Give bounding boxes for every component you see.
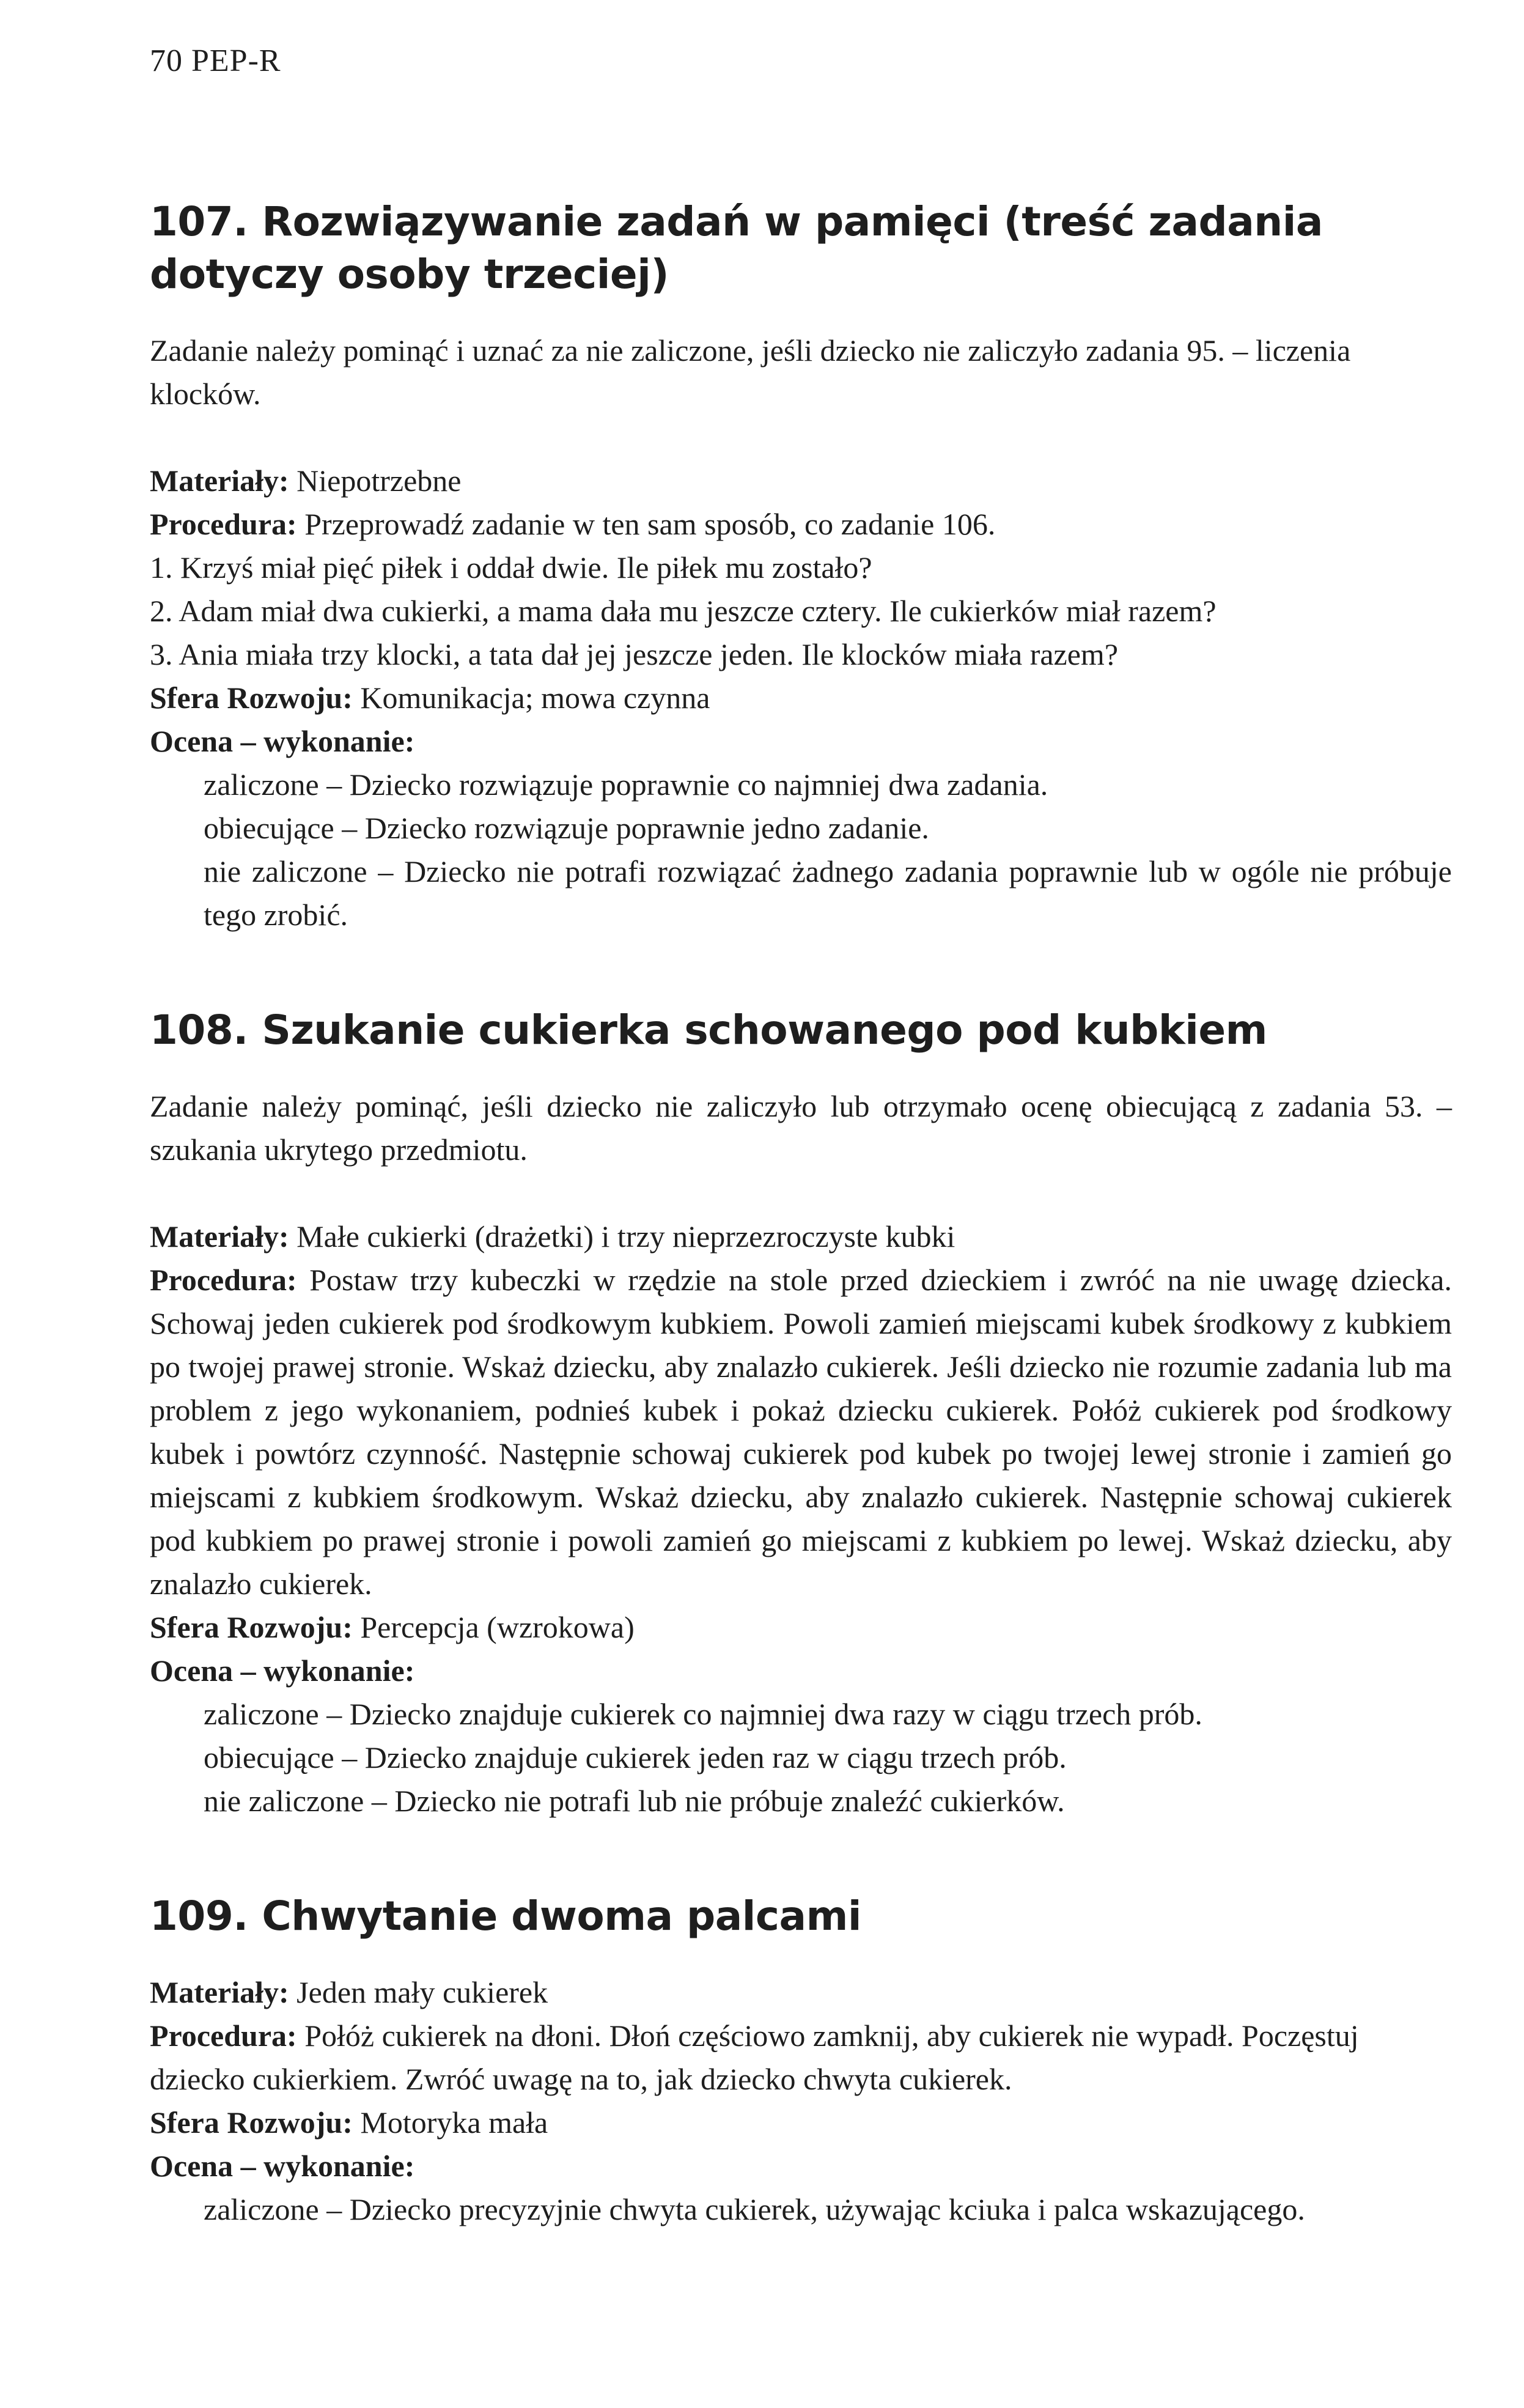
- section-number: 107.: [150, 198, 248, 245]
- sphere-label: Sfera Rozwoju:: [150, 2105, 353, 2140]
- running-head: [150, 37, 1452, 86]
- sphere-label: Sfera Rozwoju:: [150, 1610, 353, 1644]
- sphere-line: [150, 1606, 1452, 1649]
- section-109: [150, 1890, 1452, 2231]
- materials-label: Materiały:: [150, 1975, 289, 2009]
- procedure-line: [150, 1258, 1452, 1606]
- section-number: 108.: [150, 1006, 248, 1054]
- document-page: [150, 37, 1452, 2231]
- materials-line: [150, 1971, 1452, 2014]
- sphere-line: [150, 676, 1452, 720]
- materials-text: Małe cukierki (drażetki) i trzy nieprzezroczyste kubki: [296, 1219, 955, 1254]
- sphere-line: [150, 2101, 1452, 2144]
- rating-failed: nie zaliczone – Dziecko nie potrafi rozwiązać żadnego zadania poprawnie lub w ogóle nie próbuje tego zrobić.: [204, 854, 1452, 932]
- procedure-label: Procedura:: [150, 507, 297, 541]
- page-number: 70: [150, 43, 183, 78]
- rating-label: Ocena – wykonanie:: [150, 2149, 415, 2183]
- rating-emerging: obiecujące – Dziecko znajduje cukierek jeden raz w ciągu trzech prób.: [204, 1740, 1067, 1775]
- materials-label: Materiały:: [150, 464, 289, 498]
- materials-text: Jeden mały cukierek: [296, 1975, 548, 2009]
- procedure-text: Przeprowadź zadanie w ten sam sposób, co zadanie 106.: [304, 507, 996, 541]
- rating-passed: zaliczone – Dziecko rozwiązuje poprawnie co najmniej dwa zadania.: [204, 767, 1048, 802]
- section-108: [150, 1004, 1452, 1823]
- sphere-text: Komunikacja; mowa czynna: [360, 681, 710, 715]
- section-intro: Zadanie należy pominąć, jeśli dziecko nie zaliczyło lub otrzymało ocenę obiecującą z zadania 53. – szukania ukrytego przedmiotu.: [150, 1089, 1452, 1167]
- question-item: 3. Ania miała trzy klocki, a tata dał jej jeszcze jeden. Ile klocków miała razem?: [150, 637, 1119, 671]
- section-title: Rozwiązywanie zadań w pamięci (treść zadania dotyczy osoby trzeciej): [150, 198, 1323, 298]
- section-heading: [150, 196, 1452, 301]
- procedure-text: Połóż cukierek na dłoni. Dłoń częściowo zamknij, aby cukierek nie wypadł. Poczęstuj dziecko cukierkiem. Zwróć uwagę na to, jak dziecko chwyta cukierek.: [150, 2018, 1359, 2096]
- spacer: [150, 1172, 1452, 1215]
- section-heading: [150, 1004, 1452, 1057]
- sphere-text: Motoryka mała: [360, 2105, 548, 2140]
- procedure-label: Procedura:: [150, 1263, 297, 1297]
- materials-line: [150, 1215, 1452, 1258]
- section-intro: Zadanie należy pominąć i uznać za nie zaliczone, jeśli dziecko nie zaliczyło zadania 95. – liczenia klocków.: [150, 333, 1351, 411]
- procedure-label: Procedura:: [150, 2018, 297, 2053]
- section-number: 109.: [150, 1893, 248, 1940]
- spacer: [150, 416, 1452, 459]
- section-title: Chwytanie dwoma palcami: [262, 1893, 861, 1940]
- running-title: PEP-R: [191, 43, 281, 78]
- sphere-label: Sfera Rozwoju:: [150, 681, 353, 715]
- rating-passed: zaliczone – Dziecko precyzyjnie chwyta cukierek, używając kciuka i palca wskazującego.: [204, 2192, 1305, 2226]
- sphere-text: Percepcja (wzrokowa): [360, 1610, 635, 1644]
- procedure-line: [150, 2014, 1452, 2101]
- rating-label: Ocena – wykonanie:: [150, 1653, 415, 1688]
- materials-label: Materiały:: [150, 1219, 289, 1254]
- materials-text: Niepotrzebne: [296, 464, 462, 498]
- question-item: 2. Adam miał dwa cukierki, a mama dała mu jeszcze cztery. Ile cukierków miał razem?: [150, 594, 1217, 628]
- procedure-line: [150, 503, 1452, 546]
- procedure-text: Postaw trzy kubeczki w rzędzie na stole przed dzieckiem i zwróć na nie uwagę dziecka. Schowaj jeden cukierek pod środkowym kubkiem. Powoli zamień miejscami kubek środkowy z kubkiem po twojej prawej stronie. Wskaż dziecku, aby znalazło cukierek. Jeśli dziecko nie rozumie zadania lub ma problem z jego wykonaniem, podnieś kubek i pokaż dziecku cukierek. Połóż cukierek pod środkowy kubek i powtórz czynność. Następnie schowaj cukierek pod kubek po twojej lewej stronie i zamień go miejscami z kubkiem środkowym. Wskaż dziecku, aby znalazło cukierek. Następnie schowaj cukierek pod kubkiem po prawej stronie i powoli zamień go miejscami z kubkiem po lewej. Wskaż dziecku, aby znalazło cukierek.: [150, 1263, 1452, 1601]
- section-title: Szukanie cukierka schowanego pod kubkiem: [262, 1006, 1267, 1054]
- materials-line: [150, 459, 1452, 503]
- rating-emerging: obiecujące – Dziecko rozwiązuje poprawnie jedno zadanie.: [204, 811, 929, 845]
- rating-label: Ocena – wykonanie:: [150, 724, 415, 758]
- rating-passed: zaliczone – Dziecko znajduje cukierek co najmniej dwa razy w ciągu trzech prób.: [204, 1697, 1202, 1731]
- question-item: 1. Krzyś miał pięć piłek i oddał dwie. Ile piłek mu zostało?: [150, 550, 872, 585]
- section-107: [150, 196, 1452, 937]
- section-heading: [150, 1890, 1452, 1943]
- rating-failed: nie zaliczone – Dziecko nie potrafi lub nie próbuje znaleźć cukierków.: [204, 1784, 1065, 1818]
